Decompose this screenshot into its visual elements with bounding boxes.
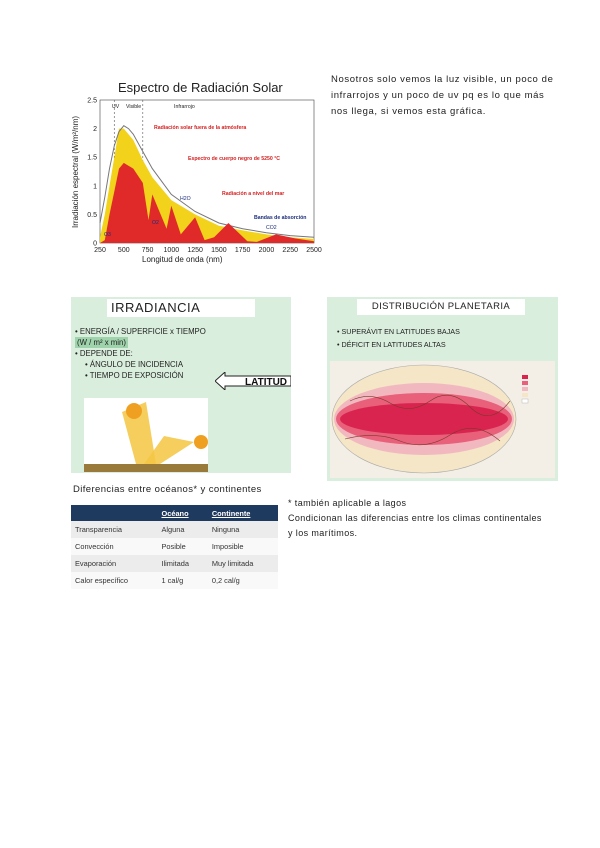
mol-h2o-label: H2O bbox=[180, 196, 191, 202]
latitud-arrow bbox=[215, 372, 291, 390]
table-cell: Ninguna bbox=[208, 521, 278, 538]
label-top-atmosphere: Radiación solar fuera de la atmósfera bbox=[154, 125, 247, 131]
table-cell: Convección bbox=[71, 538, 157, 555]
x-tick-label: 1250 bbox=[187, 247, 203, 254]
unit-badge: (W / m² x min) bbox=[77, 338, 126, 347]
sun-icon bbox=[126, 403, 142, 419]
y-tick-label: 0.5 bbox=[87, 211, 97, 219]
table-cell: 1 cal/g bbox=[157, 572, 207, 589]
header-cell: Continente bbox=[208, 505, 278, 521]
y-tick-label: 2 bbox=[93, 126, 97, 134]
mol-co2-label: CO2 bbox=[266, 225, 277, 231]
list-item: • ENERGÍA / SUPERFICIE x TIEMPO bbox=[75, 327, 206, 336]
aside-note bbox=[288, 496, 548, 541]
x-tick-label: 2000 bbox=[258, 247, 275, 254]
label-blackbody: Espectro de cuerpo negro de 5250 °C bbox=[188, 156, 281, 162]
header-cell bbox=[71, 505, 157, 521]
x-tick-label: 1750 bbox=[234, 247, 251, 254]
irradiancia-title: IRRADIANCIA bbox=[107, 299, 255, 317]
table-row bbox=[71, 555, 278, 572]
x-axis-label: Longitud de onda (nm) bbox=[142, 255, 223, 264]
distribucion-list bbox=[337, 327, 460, 353]
latitud-label: LATITUD bbox=[245, 377, 288, 388]
sun-icon bbox=[194, 435, 208, 449]
table-cell: Calor específico bbox=[71, 572, 157, 589]
table-header-row bbox=[71, 505, 278, 521]
spectrum-note: Nosotros solo vemos la luz visible, un poco de infrarrojos y un poco de uv pq es lo que más nos llega, si vemos esta gráfica. bbox=[331, 74, 554, 117]
x-tick-label: 500 bbox=[117, 247, 130, 254]
band-uv-label: UV bbox=[112, 104, 120, 110]
header-cell: Océano bbox=[157, 505, 207, 521]
band-visible-label: Visible bbox=[126, 104, 142, 110]
table-cell: Alguna bbox=[157, 521, 207, 538]
mol-o3-label: O3 bbox=[104, 232, 111, 238]
world-radiation-map bbox=[330, 361, 555, 478]
table-row bbox=[71, 521, 278, 538]
x-tick-label: 1000 bbox=[163, 247, 180, 254]
y-axis-label: Irradiación espectral (W/m²/nm) bbox=[71, 115, 80, 228]
aside-line: * también aplicable a lagos bbox=[288, 498, 407, 508]
y-tick-label: 1 bbox=[93, 183, 97, 191]
irradiancia-list bbox=[75, 327, 206, 382]
y-tick-label: 0 bbox=[93, 240, 97, 248]
list-item: • ÁNGULO DE INCIDENCIA bbox=[85, 360, 184, 369]
y-tick-label: 1.5 bbox=[87, 154, 97, 162]
list-item: • TIEMPO DE EXPOSICIÓN bbox=[85, 371, 184, 380]
distribucion-title: DISTRIBUCIÓN PLANETARIA bbox=[357, 299, 525, 315]
chart-title: Espectro de Radiación Solar bbox=[118, 80, 283, 95]
table-cell: 0,2 cal/g bbox=[208, 572, 278, 589]
label-sea-level: Radiación a nivel del mar bbox=[222, 191, 285, 197]
solar-spectrum-chart bbox=[70, 78, 322, 268]
table-cell: Muy limitada bbox=[208, 555, 278, 572]
comparison-table bbox=[71, 505, 278, 589]
table-row bbox=[71, 572, 278, 589]
table-row bbox=[71, 538, 278, 555]
x-tick-label: 1500 bbox=[211, 247, 227, 254]
x-tick-label: 2500 bbox=[306, 247, 322, 254]
table-cell: Transparencia bbox=[71, 521, 157, 538]
table-cell: Imposible bbox=[208, 538, 278, 555]
x-tick-label: 2250 bbox=[282, 247, 299, 254]
y-tick-label: 2.5 bbox=[87, 97, 97, 105]
table-cell: Evaporación bbox=[71, 555, 157, 572]
x-tick-label: 250 bbox=[94, 247, 106, 254]
list-item: • DEPENDE DE: bbox=[75, 349, 133, 358]
table-cell: Ilimitada bbox=[157, 555, 207, 572]
list-item: • SUPERÁVIT EN LATITUDES BAJAS bbox=[337, 327, 460, 336]
table-cell: Posible bbox=[157, 538, 207, 555]
table-caption: Diferencias entre océanos* y continentes bbox=[73, 484, 262, 495]
mol-o2-label: O2 bbox=[152, 220, 159, 226]
list-item bbox=[75, 338, 206, 347]
aside-line: Condicionan las diferencias entre los climas continentales y los marítimos. bbox=[288, 513, 542, 538]
plot-area bbox=[100, 100, 314, 243]
label-absorption-bands: Bandas de absorción bbox=[254, 215, 307, 221]
x-tick-label: 750 bbox=[141, 247, 154, 254]
sun-angle-illustration bbox=[84, 398, 208, 472]
band-ir-label: Infrarrojo bbox=[174, 104, 195, 110]
list-item: • DÉFICIT EN LATITUDES ALTAS bbox=[337, 340, 446, 349]
